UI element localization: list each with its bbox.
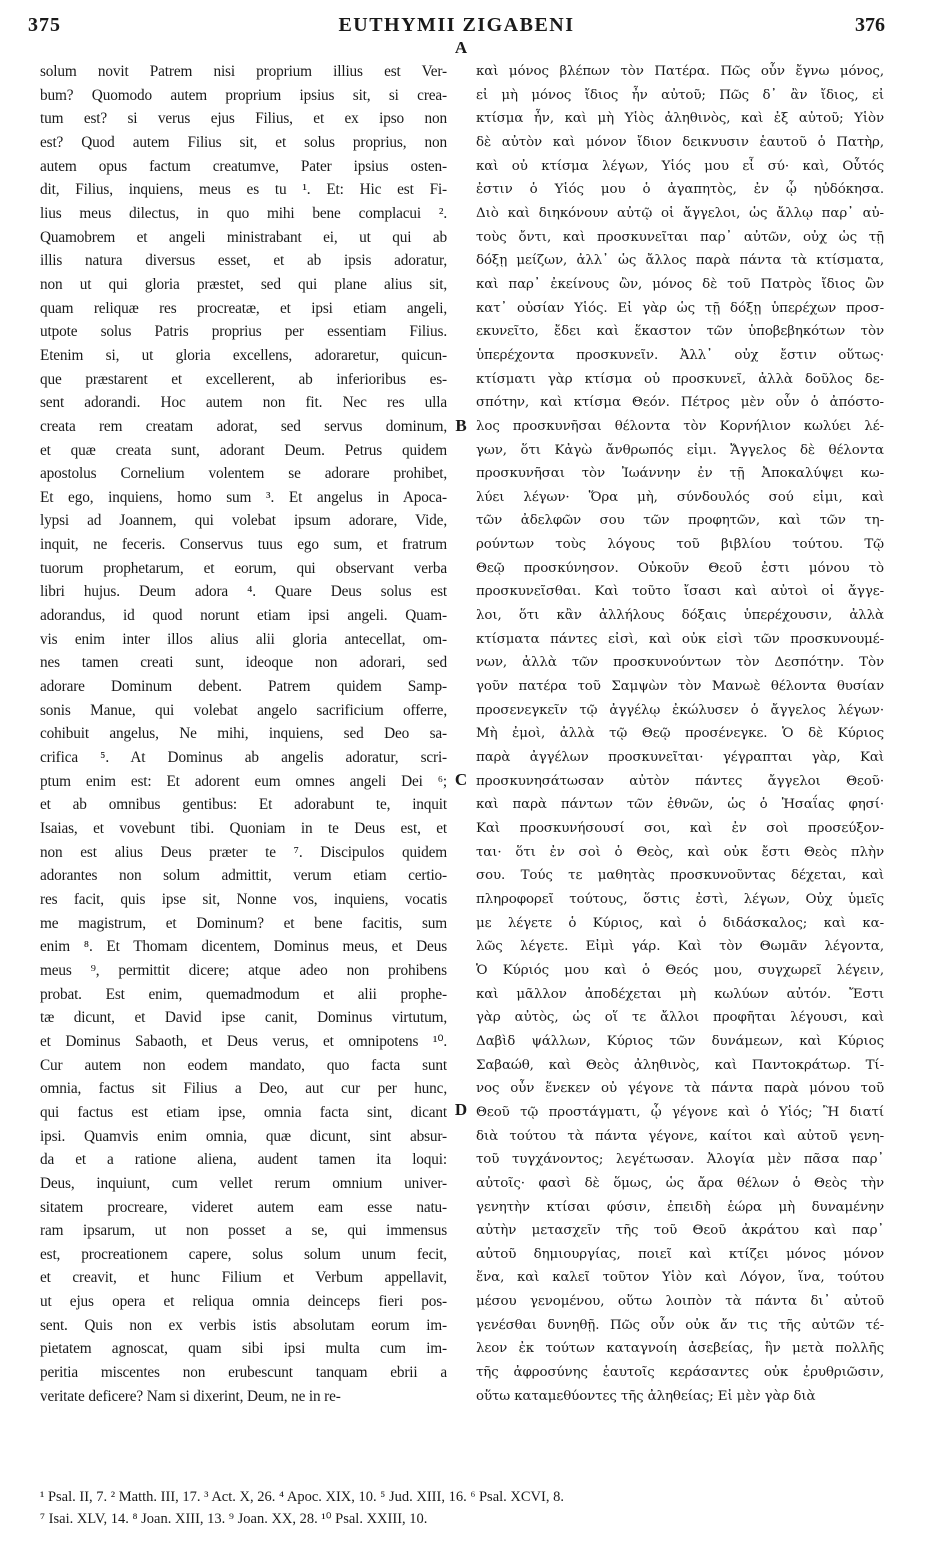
latin-text-line: lius meus dilectus, in quo mihi bene complacui ².: [40, 204, 447, 222]
greek-text-line: λος προσκυνῆσαι θέλοντα τὸν Κορνήλιον κωλύει λέ-: [476, 418, 884, 434]
greek-text-line: δόξῃ μείζων, ἀλλ᾽ ὡς ἄλλος παρὰ πάντα τὰ κτίσματα,: [476, 253, 884, 269]
latin-text-line: ptum enim est: Et adorent eum omnes angeli Dei ⁶;: [40, 772, 447, 790]
latin-text-line: illis natura diversus esset, et ab ipsis adoratur,: [40, 252, 447, 270]
greek-text-line: νων, ἀλλὰ τῶν προσκυνούντων τὸν Δεσπότην. Τὸν: [476, 655, 884, 671]
latin-text-line: adorandus, id quod norunt etiam ipsi angeli. Quam-: [40, 607, 447, 625]
latin-text-line: que præstarent et excellerent, ab inferioribus es-: [40, 370, 447, 388]
latin-text-line: lypsi ad Joannem, qui volebat ipsum adorare, Vide,: [40, 512, 447, 530]
latin-text-line: veritate deficere? Nam si dixerint, Deum, ne in re-: [40, 1387, 341, 1405]
latin-text-line: inquit, ne feceris. Conservus tuus ego sum, et fratrum: [40, 536, 447, 554]
greek-text-line: κτίσματι γὰρ κτίσμα οὐ προσκυνεῖ, ἀλλὰ δοῦλος δε-: [476, 371, 884, 387]
latin-text-line: meus ⁹, permittit dicere; atque adeo non prohibens: [40, 961, 447, 979]
greek-text-line: με λέγετε ὁ Κύριος, καὶ ὁ διδάσκαλος; καὶ κα-: [476, 915, 884, 931]
latin-text-line: cohibuit angelus, Ne mihi, inquiens, sed Deo sa-: [40, 725, 447, 743]
page-number-left: 375: [28, 14, 61, 36]
latin-text-line: tæ dicunt, et David ipse canit, Dominus virtutum,: [40, 1009, 447, 1027]
margin-letter-a: A: [454, 38, 468, 57]
greek-text-line: λοι, ὅτι κἂν ἀλλήλους δόξαις ὑπερέχουσιν, ἀλλὰ: [476, 608, 884, 624]
greek-text-line: λῶς λέγετε. Εἰμὶ γάρ. Καὶ τὸν Θωμᾶν λέγοντα,: [476, 939, 884, 955]
latin-text-line: autem opus factum creatumve, Pater ipsius osten-: [40, 157, 447, 175]
greek-text-line: γὰρ αὐτὸς, ὡς οἵ τε ἄλλοι προφῆται λέγουσι, καὶ: [476, 1010, 884, 1026]
greek-text-line: ἐστιν ὁ Υἱός μου ὁ ἀγαπητὸς, ἐν ᾧ ηὐδόκησα.: [476, 182, 884, 198]
latin-text-line: utpote solus Patris proprius per essentiam Filius.: [40, 323, 447, 341]
greek-text-line: πληροφορεῖ τούτους, ὅστις ἐστὶ, λέγων, Οὐχ ὑμεῖς: [476, 891, 884, 907]
latin-column: [40, 60, 447, 1408]
latin-text-line: Et ego, inquiens, homo sum ³. Et angelus in Apoca-: [40, 488, 447, 506]
running-title: EUTHYMII ZIGABENI: [338, 14, 575, 36]
latin-text-line: Cur autem non eodem mandato, quo facta sunt: [40, 1056, 447, 1074]
greek-text-line: κτίσματα πάντες εἰσὶ, καὶ οὐκ εἰσὶ τῶν προσκυνουμέ-: [476, 631, 884, 647]
greek-text-line: κτίσμα ἦν, καὶ μὴ Υἱὸς ἀληθινὸς, καὶ ἐξ αὐτοῦ; Υἱὸν: [476, 111, 884, 127]
latin-text-line: crifica ⁵. At Dominus ab angelis adoratur, scri-: [40, 749, 447, 767]
footnote-line: ⁷ Isai. XLV, 14. ⁸ Joan. XIII, 13. ⁹ Joan. XX, 28. ¹⁰ Psal. XXIII, 10.: [40, 1511, 428, 1527]
latin-text-line: adorantes non solum admittit, verum etiam certio-: [40, 867, 447, 885]
greek-text-line: καὶ οὐ κτίσμα λέγων, Υἱός μου εἶ σύ· καὶ, Οὗτός: [476, 158, 884, 174]
latin-text-line: qui factus est etiam ipse, omnia facta sint, dicant: [40, 1103, 447, 1121]
greek-text-line: δὲ αὐτὸν καὶ μόνον ἴδιον δεικνυσιν ἑαυτοῦ ὁ Πατὴρ,: [476, 134, 884, 150]
latin-text-line: tum est? si verus ejus Filius, et ex ipso non: [40, 110, 447, 128]
latin-text-line: non ut qui gloria præstet, sed qui plane alius sit,: [40, 275, 447, 293]
greek-text-line: ται· ὅτι ἐν σοὶ ὁ Θεὸς, καὶ οὐκ ἔστι Θεὸς πλὴν: [476, 844, 884, 860]
latin-text-line: apostolus Cornelium volentem se adorare prohibet,: [40, 465, 447, 483]
latin-text-line: ipsi. Quamvis enim omnia, quæ dicunt, sint absur-: [40, 1127, 447, 1145]
footnotes: [40, 1486, 885, 1530]
greek-text-line: σπότην, καὶ κτίσμα Θεόν. Πέτρος μὲν οὖν ὁ ἀπόστο-: [476, 395, 884, 411]
margin-markers: [449, 0, 473, 1545]
greek-column: [476, 60, 884, 1408]
greek-text-line: τοῦ τυγχάνοντος; λεγέτωσαν. Ἀλογία μὲν πᾶσα παρ᾽: [476, 1152, 884, 1168]
latin-text-line: et quæ creata sunt, adorant Deum. Petrus quidem: [40, 441, 447, 459]
greek-text-line: τοὺς ὄντι, καὶ προσκυνεῖται παρ᾽ αὐτῶν, οὐχ ὡς τῇ: [476, 229, 884, 245]
greek-text-line: αὐτοῖς· φασὶ δὲ ὅμως, ὡς ἄρα θέλων ὁ Θεὸς τὴν: [476, 1175, 884, 1191]
greek-text-line: καὶ παρὰ πάντων τῶν ἐθνῶν, ὡς ὁ Ἡσαΐας φησί·: [476, 797, 884, 813]
greek-text-line: ρούντων τοὺς λόγους τοῦ βιβλίου τούτου. Τῷ: [476, 537, 884, 553]
margin-letter-d: D: [454, 1100, 468, 1119]
greek-text-line: καὶ μᾶλλον ἀποδέχεται μὴ κωλύων αὐτόν. Ἔστι: [476, 986, 884, 1002]
greek-text-line: Σαβαώθ, καὶ Θεὸς ἀληθινὸς, καὶ Παντοκράτωρ. Τί-: [476, 1057, 884, 1073]
latin-text-line: est? Quod autem Filius sit, et solus proprius, non: [40, 133, 447, 151]
greek-text-line: καὶ παρ᾽ ἐκείνους ὢν, μόνος δὲ τοῦ Πατρὸς ἴδιος ὢν: [476, 276, 884, 292]
footnote-line: ¹ Psal. II, 7. ² Matth. III, 17. ³ Act. X, 26. ⁴ Apoc. XIX, 10. ⁵ Jud. XIII, 16. ⁶ Psal. XCVI, 8.: [40, 1489, 564, 1505]
greek-text-line: προσκυνεῖσθαι. Καὶ τοῦτο ἴσασι καὶ αὐτοὶ οἱ ἄγγε-: [476, 584, 884, 600]
latin-text-line: et creavit, et hunc Filium et Verbum appellavit,: [40, 1269, 447, 1287]
margin-letter-b: B: [455, 416, 467, 435]
greek-text-line: Θεῷ προσκύνησον. Οὐκοῦν Θεοῦ ἐστι μόνου τὸ: [476, 560, 884, 576]
latin-text-line: sitatem procreare, videret autem eam esse natu-: [40, 1198, 447, 1216]
latin-text-line: non est alius Deus præter te ⁷. Discipulos quidem: [40, 843, 447, 861]
greek-text-line: τῆς ἀφροσύνης ἑαυτοῖς κεράσαντες οὐκ ἐρυθριῶσιν,: [476, 1365, 884, 1381]
latin-text-line: peritia miscentes non erubescunt tanquam ebrii a: [40, 1364, 447, 1382]
greek-text-line: Μὴ ἐμοὶ, ἀλλὰ τῷ Θεῷ προσένεγκε. Ὁ δὲ Κύριος: [476, 726, 884, 742]
greek-text-line: προσκυνῆσαι τὸν Ἰωάννην ἐν τῇ Ἀποκαλύψει κω-: [476, 466, 884, 482]
greek-text-line: αὐτὴν μετασχεῖν τῆς τοῦ Θεοῦ ἀκράτου καὶ παρ᾽: [476, 1223, 884, 1239]
latin-text-line: tuorum prophetarum, et eorum, qui observant verba: [40, 559, 447, 577]
latin-text-line: da et a ratione aliena, audent tamen ita loqui:: [40, 1151, 447, 1169]
latin-text-line: ut ejus opera et reliqua omnia deinceps fieri pos-: [40, 1293, 447, 1311]
latin-text-line: quam reliquæ res procreatæ, et ipsi etiam angeli,: [40, 299, 447, 317]
latin-text-line: et ab omnibus gentibus: Et adorabunt te, inquit: [40, 796, 447, 814]
latin-text-line: me magistrum, et Dominum? et bene facitis, sum: [40, 914, 447, 932]
latin-text-line: Isaias, et vovebunt tibi. Quoniam in te Deus est, et: [40, 820, 447, 837]
latin-text-line: dit, Filius, inquiens, meus es tu ¹. Et: Hic est Fi-: [40, 181, 447, 199]
greek-text-line: νος οὖν ἕνεκεν οὐ γέγονε τὰ πάντα παρὰ μόνου τοῦ: [476, 1081, 884, 1097]
greek-text-line: λύει λέγων· Ὅρα μὴ, σύνδουλός σού εἰμι, καὶ: [476, 489, 884, 505]
latin-text-line: Quamobrem et angeli ministrabant ei, ut qui ab: [40, 228, 447, 246]
greek-text-line: κατ᾽ οὐσίαν Υἱός. Εἰ γὰρ ὡς τῇ δόξῃ ὑπερέχων προσ-: [476, 300, 884, 316]
latin-text-line: Etenim si, ut gloria excellens, adoraretur, quicun-: [40, 346, 447, 364]
greek-text-line: εἰ μὴ μόνος ἴδιος ἦν αὐτοῦ; Πῶς δ᾽ ἂν ἴδιος, εἰ: [476, 87, 884, 103]
greek-text-line: εκυνεῖτο, ἔδει καὶ ἕκαστον τῶν ὑποβεβηκότων τὸν: [476, 324, 884, 340]
latin-text-line: omnia, factus sit Filius a Deo, aut cur per hunc,: [40, 1080, 447, 1098]
latin-text-line: sent. Quis non ex verbis istis absolutam eorum im-: [40, 1316, 447, 1334]
latin-text-line: enim ⁸. Et Thomam dicentem, Dominus meus, et Deus: [40, 938, 447, 956]
latin-text-line: adorare Dominum debent. Patrem quidem Samp-: [40, 678, 447, 696]
greek-text-line: γων, ὅτι Κἀγὼ ἄνθρωπός εἰμι. Ἄγγελος δὲ θέλοντα: [476, 442, 884, 458]
greek-text-line: Δαβὶδ ψάλλων, Κύριος τῶν δυνάμεων, καὶ Κύριος: [476, 1033, 884, 1049]
latin-text-line: probat. Est enim, quemadmodum et alii prophe-: [40, 985, 447, 1003]
greek-text-line: Ὁ Κύριός μου καὶ ὁ Θεός μου, συγχωρεῖ λέγειν,: [476, 962, 884, 978]
page-number-right: 376: [855, 14, 885, 36]
greek-text-line: μέσου γενομένου, οὕτω λοιπὸν τὰ πάντα δι᾽ αὐτοῦ: [476, 1294, 884, 1310]
greek-text-line: καὶ μόνος βλέπων τὸν Πατέρα. Πῶς οὖν ἔγνω μόνος,: [476, 64, 884, 79]
greek-text-line: Διὸ καὶ διηκόνουν αὐτῷ οἱ ἄγγελοι, ὡς ἄλλῳ παρ᾽ αὐ-: [476, 205, 884, 221]
greek-text-line: Θεοῦ τῷ προστάγματι, ᾧ γέγονε καὶ ὁ Υἱός; Ἢ διατί: [476, 1104, 884, 1120]
latin-text-line: pietatem agnoscat, quam sibi ipsi multa cum im-: [40, 1340, 447, 1358]
greek-text-line: λεον ἐκ τούτων καταγνοίη ἀσεβείας, ἣν μετὰ πολλῆς: [476, 1341, 884, 1357]
greek-text-line: γοῦν πατέρα τοῦ Σαμψὼν τὸν Μανωὲ θέλοντα θυσίαν: [476, 679, 884, 695]
latin-text-line: libri hujus. Deum adora ⁴. Quare Deus solus est: [40, 583, 447, 601]
margin-letter-c: C: [454, 770, 468, 789]
latin-text-line: solum novit Patrem nisi proprium illius est Ver-: [40, 63, 447, 80]
greek-text-line: διὰ τούτου τὰ πάντα γέγονε, καίτοι καὶ αὐτοῦ γενη-: [476, 1128, 884, 1144]
greek-text-line: οὕτω καταμεθύοντες τῆς ἀληθείας; Εἰ μὲν γὰρ διὰ: [476, 1388, 816, 1404]
greek-text-line: παρὰ ἀγγέλων προσκυνεῖται· γέγραπται γὰρ, Καὶ: [476, 750, 884, 766]
latin-text-line: creata rem creatam adorat, sed servus dominum,: [40, 417, 447, 435]
latin-text-line: bum? Quomodo autem proprium ipsius sit, si crea-: [40, 86, 447, 104]
greek-text-line: ἕνα, καὶ καλεῖ τοῦτον Υἱὸν καὶ Λόγον, ἵνα, τούτου: [476, 1270, 884, 1286]
greek-text-line: αὐτοῦ δημιουργίας, ποιεῖ καὶ κτίζει μόνος μόνον: [476, 1246, 884, 1262]
latin-text-line: vis enim inter illos alius alii gloria antecellat, om-: [40, 630, 447, 648]
latin-text-line: sonis Manue, qui volebat angelo sacrificium offerre,: [40, 701, 447, 719]
latin-text-line: ram ipsarum, ut non posset a se, qui immensus: [40, 1222, 447, 1240]
greek-text-line: προσκυνησάτωσαν αὐτὸν πάντες ἄγγελοι Θεοῦ·: [476, 773, 884, 789]
greek-text-line: σου. Τούς τε μαθητὰς προσκυνοῦντας δέχεται, καὶ: [476, 868, 884, 884]
latin-text-line: nes tamen creati sunt, ideoque non adorari, sed: [40, 654, 447, 672]
greek-text-line: Καὶ προσκυνήσουσί σοι, καὶ ἐν σοὶ προσεύξον-: [476, 821, 884, 836]
latin-text-line: res facit, quis ipse sit, Nonne vos, inquiens, vocatis: [40, 890, 447, 908]
greek-text-line: γενέσθαι δυνηθῇ. Πῶς οὖν οὐκ ἄν τις τῆς αὐτῶν τέ-: [476, 1317, 884, 1333]
latin-text-line: et Dominus Sabaoth, et Deus verus, et omnipotens ¹⁰.: [40, 1032, 447, 1050]
greek-text-line: γενητὴν κτίσαι φύσιν, ἐπειδὴ ἑώρα μὴ δυναμένην: [476, 1199, 884, 1215]
latin-text-line: sent adorandi. Hoc autem non fit. Nec res ulla: [40, 394, 447, 412]
greek-text-line: προσενεγκεῖν τῷ ἀγγέλῳ ἐκώλυσεν ὁ ἄγγελος λέγων·: [476, 702, 884, 718]
latin-text-line: Deus, inquiunt, cum vellet rerum omnium univer-: [40, 1174, 447, 1192]
latin-text-line: est, procreationem capere, solus solum unum fecit,: [40, 1245, 447, 1263]
greek-text-line: τῶν ἀδελφῶν σου τῶν προφητῶν, καὶ τῶν τη-: [476, 513, 884, 529]
greek-text-line: ὑπερέχοντα προσκυνεῖν. Ἀλλ᾽ οὐχ ἔστιν οὕτως·: [476, 347, 884, 363]
